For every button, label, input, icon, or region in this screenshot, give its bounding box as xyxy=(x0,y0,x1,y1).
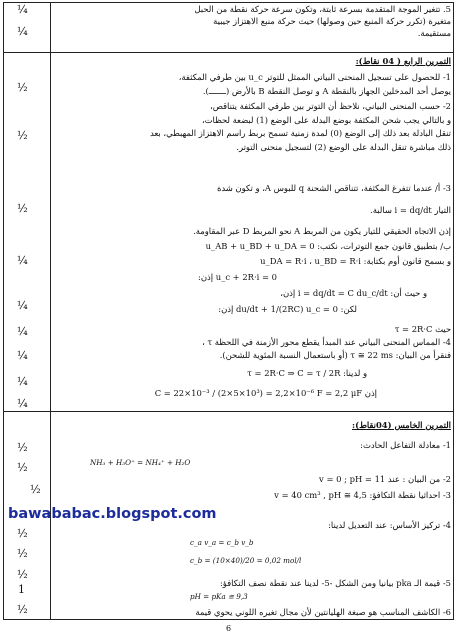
score-column-divider xyxy=(50,3,51,619)
score-mark: 1 xyxy=(18,583,25,596)
text-line: متغيرة (تكرر حركة المنبع حين وصولها) حيث حركة منبع الاهتزاز جيبية xyxy=(213,16,451,26)
score-mark: ½ xyxy=(17,547,28,560)
score-mark: ½ xyxy=(17,603,28,616)
text-line: تنقل البادلة بعد ذلك إلى الوضع (0) لمدة زمنية تسمح بربط راسم الاهتزاز المهبطي، بعد xyxy=(149,128,451,138)
score-mark: ¼ xyxy=(17,25,28,38)
text-line: 5. تتغير الموجة المتقدمة بسرعة ثابتة، وتكون سرعة حركة نقطة من الحبل xyxy=(194,4,451,14)
text-line: فنقرأ من البيان: τ ≅ 22 ms (أو باستعمال النسبة المئوية للشحن). xyxy=(219,350,451,360)
text-line: يوصل أحد المدخلين الجهاز بالنقطة A و توصل النقطة B بالأرض (ـــــــ). xyxy=(202,86,451,96)
score-mark: ½ xyxy=(17,568,28,581)
score-mark: ½ xyxy=(30,483,41,496)
score-mark: ¼ xyxy=(17,375,28,388)
score-mark: ¼ xyxy=(17,349,28,362)
text-line: التيار i = dq/dt سالبة. xyxy=(370,205,451,215)
watermark: bawababac.blogspot.com xyxy=(8,506,217,522)
score-mark: ¼ xyxy=(17,254,28,267)
score-mark: ¼ xyxy=(17,299,28,312)
text-line: و بسمح قانون أوم بكتابة: u_DA = R·i ، u_BD = R·i xyxy=(260,256,451,266)
exercise-5-title: التمرين الخامس (04نقاط): xyxy=(352,420,451,430)
text-line: 3- احداثيا نقطة التكافؤ: v = 40 cm³ , pH ≅ 4,5 xyxy=(274,490,451,500)
score-mark: ¼ xyxy=(17,325,28,338)
score-mark: ¼ xyxy=(17,397,28,410)
text-line: و حيث أن: i = dq/dt = C du_c/dt إذن، xyxy=(280,288,427,298)
text-line: 2- حسب المنحنى البياني، نلاحظ أن التوتر بين طرفي المكثفة يتناقص، xyxy=(210,101,451,111)
exercise-4-title: التمرين الرابع ( 04 نقاط): xyxy=(355,56,451,66)
formula-line: c_b = (10×40)/20 = 0,02 mol/l xyxy=(190,556,302,565)
text-line: 4- تركيز الأساس: عند التعديل لدينا: xyxy=(328,520,451,530)
formula-line: pH = pKa ≅ 9,3 xyxy=(190,592,248,601)
text-line: إذن الاتجاه الحقيقي للتيار يكون من المربط A نحو المربط D عبر المقاومة. xyxy=(193,226,451,236)
text-line: ب/ بتطبيق قانون جمع التوترات، نكتب: u_AB + u_BD + u_DA = 0 xyxy=(205,241,451,251)
row-divider xyxy=(4,411,453,412)
text-line: 1- معادلة التفاعل الحادث: xyxy=(360,440,451,450)
text-line: 3- أ/ عندما تتفرغ المكثفة، تتناقص الشحنة q للبوس A، و تكون شدة xyxy=(216,183,451,193)
text-line: مستقيمة. xyxy=(417,28,451,38)
row-divider xyxy=(4,52,453,53)
formula-line: c_a v_a = c_b v_b xyxy=(190,538,254,547)
score-mark: ½ xyxy=(17,129,28,142)
reaction-equation: NH₃ + H₃O⁺ = NH₄⁺ + H₂O xyxy=(90,458,191,467)
formula-line: و لدينا: τ = 2R·C ⇒ C = τ / 2R xyxy=(247,368,367,378)
text-line: 5- قيمة الـ pka بيانيا ومن الشكل -5- لدينا عند نقطة نصف التكافؤ: xyxy=(219,578,451,588)
score-mark: ½ xyxy=(17,441,28,454)
score-mark: ½ xyxy=(17,527,28,540)
text-line: لكن: du/dt + 1/(2RC) u_c = 0 إذن: xyxy=(218,304,357,314)
text-line: ذلك مباشرة تنقل البدلة على الوضع (2) لتسجيل منحنى التوتر. xyxy=(236,142,451,152)
page-number: 6 xyxy=(226,624,232,633)
score-mark: ½ xyxy=(17,202,28,215)
text-line: 6- الكاشف المناسب هو صبغة الهليانتين لأن مجال تغيره اللوني يحوي قيمة xyxy=(195,607,451,617)
text-line: u_c + 2R·i = 0 إذن: xyxy=(198,272,277,282)
text-line: و بالتالي يجب شحن المكثفة بوضع البدلة على الوضع (1) لبضعة لحظات، xyxy=(201,115,451,125)
text-line: 4- المماس المنحنى البياني عند المبدأ يقطع محور الأزمنة في اللحظة τ ، xyxy=(202,337,451,347)
formula-line: إذن C = 22×10⁻³ / (2×5×10³) = 2,2×10⁻⁶ F = 2,2 μF xyxy=(154,388,377,398)
score-mark: ½ xyxy=(17,81,28,94)
text-line: حيث τ = 2R·C xyxy=(394,324,451,334)
text-line: 2- من البيان : عند v = 0 ; pH = 11 xyxy=(319,474,451,484)
score-mark: ½ xyxy=(17,461,28,474)
text-line: 1- للحصول على تسجيل المنحنى البياني الممثل للتوتر u_c بين طرفي المكثفة، xyxy=(178,72,451,82)
score-mark: ¼ xyxy=(17,3,28,16)
